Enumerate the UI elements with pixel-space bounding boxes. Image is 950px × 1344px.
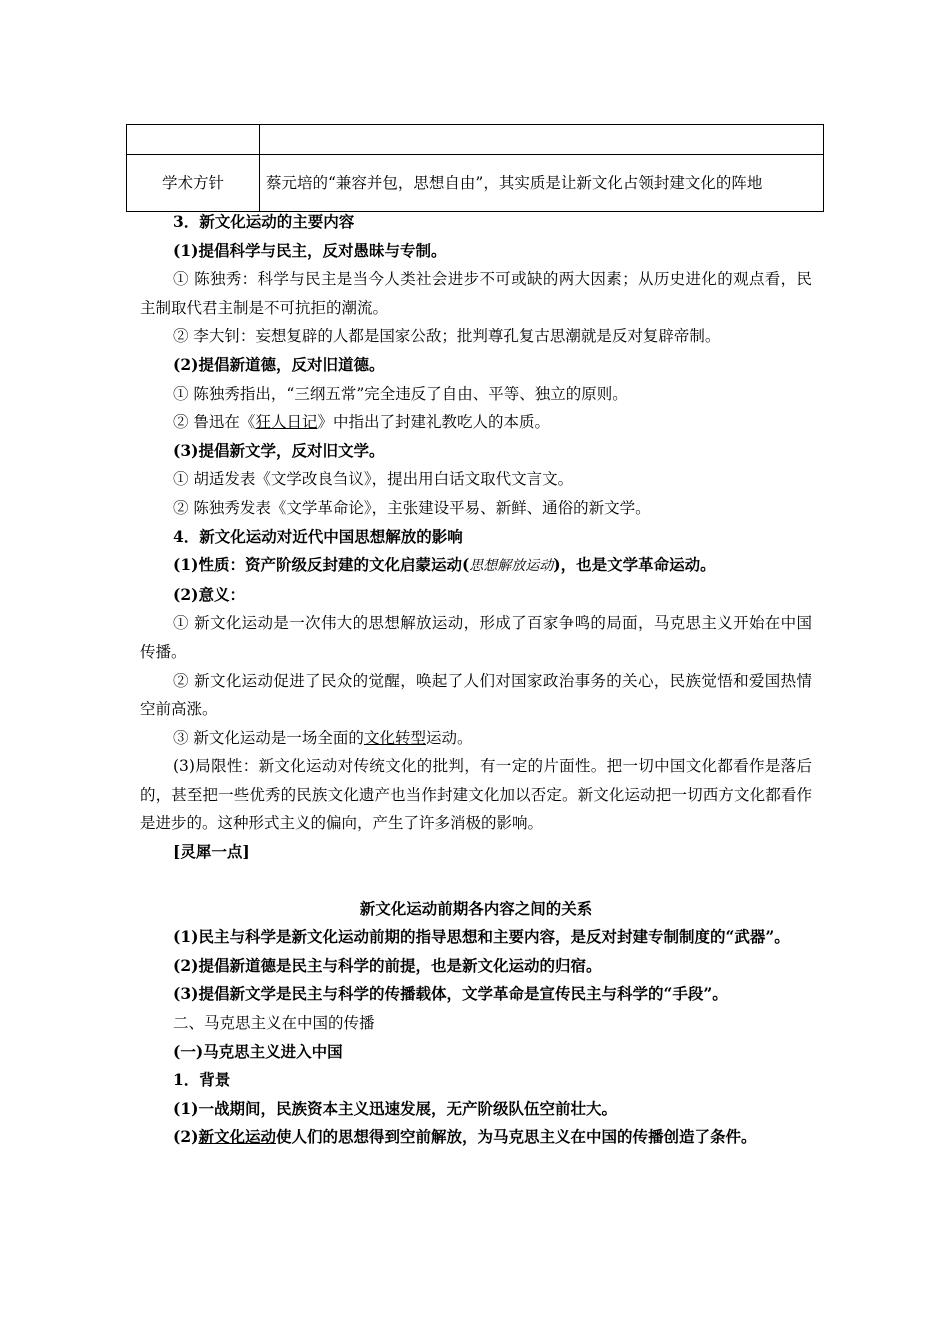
- text: (2): [173, 1127, 199, 1147]
- text: 》中指出了封建礼教吃人的本质。: [317, 413, 550, 432]
- spacer: [140, 867, 812, 895]
- text: (1)性质：资产阶级反封建的文化启蒙运动(: [173, 555, 470, 575]
- summary-table: [126, 124, 824, 212]
- paragraph: [140, 724, 812, 753]
- paragraph: ② 陈独秀发表《文学革命论》，主张建设平易、新鲜、通俗的新文学。: [173, 498, 651, 517]
- underlined-text: 狂人日记: [255, 413, 318, 432]
- paragraph: ② 李大钊：妄想复辟的人都是国家公敌；批判尊孔复古思潮就是反对复辟帝制。: [173, 327, 721, 346]
- paragraph: (2)提倡新道德是民主与科学的前提，也是新文化运动的归宿。: [173, 955, 602, 975]
- document-body: [140, 208, 812, 1152]
- paragraph: (3)局限性：新文化运动对传统文化的批判，有一定的片面性。把一切中国文化都看作是落后的，甚至把一些优秀的民族文化遗产也当作封建文化加以否定。新文化运动把一切西方文化都看作是进步的。这种形式主义的偏向，产生了许多消极的影响。: [140, 757, 812, 833]
- paragraph: (3)提倡新文学是民主与科学的传播载体，文学革命是宣传民主与科学的“手段”。: [173, 984, 728, 1004]
- section-heading: 4．新文化运动对近代中国思想解放的影响: [173, 526, 463, 546]
- paragraph: (2)意义：: [173, 584, 245, 604]
- text: 使人们的思想得到空前解放，为马克思主义在中国的传播创造了条件。: [275, 1127, 757, 1147]
- paragraph: ① 胡适发表《文学改良刍议》，提出用白话文取代文言文。: [173, 470, 574, 489]
- text: 运动。: [425, 728, 473, 747]
- paragraph: ① 新文化运动是一次伟大的思想解放运动，形成了百家争鸣的局面，马克思主义开始在中国传播。: [140, 614, 812, 661]
- paragraph: (1)一战期间，民族资本主义迅速发展，无产阶级队伍空前壮大。: [173, 1098, 617, 1118]
- text: )，也是文学革命运动。: [553, 555, 716, 575]
- paragraph: ② 新文化运动促进了民众的觉醒，唤起了人们对国家政治事务的关心，民族觉悟和爱国热情空前高涨。: [140, 671, 812, 719]
- table-label-cell: 学术方针: [127, 155, 260, 212]
- table-value-cell: 蔡元培的“兼容并包，思想自由”，其实质是让新文化占领封建文化的阵地: [260, 155, 824, 212]
- section-heading: 3．新文化运动的主要内容: [173, 212, 355, 231]
- paragraph: [140, 551, 812, 581]
- paragraph: (1)提倡科学与民主，反对愚昧与专制。: [173, 240, 447, 260]
- underlined-text: 新文化运动: [198, 1127, 276, 1147]
- text: ③ 新文化运动是一场全面的: [173, 728, 364, 747]
- paragraph: [140, 1123, 812, 1152]
- tip-label: [灵犀一点]: [173, 842, 250, 862]
- table-cell: [260, 125, 824, 155]
- paragraph: (3)提倡新文学，反对旧文学。: [173, 440, 385, 460]
- text: ② 鲁迅在《: [173, 413, 256, 432]
- italic-text: 思想解放运动: [469, 558, 554, 575]
- table-row: [127, 125, 824, 155]
- underlined-text: 文化转型: [363, 728, 426, 747]
- paragraph: ① 陈独秀：科学与民主是当今人类社会进步不可或缺的两大因素；从历史进化的观点看，民主制取代君主制是不可抗拒的潮流。: [140, 270, 812, 317]
- table-row: [127, 155, 824, 212]
- table-cell: [127, 125, 260, 155]
- paragraph: ① 陈独秀指出，“三纲五常”完全违反了自由、平等、独立的原则。: [173, 384, 628, 403]
- paragraph: [140, 408, 812, 437]
- section-heading: 二、马克思主义在中国的传播: [173, 1014, 375, 1033]
- paragraph: (2)提倡新道德，反对旧道德。: [173, 354, 385, 374]
- paragraph: (1)民主与科学是新文化运动前期的指导思想和主要内容，是反对封建专制制度的“武器”。: [173, 927, 790, 947]
- subsection-heading: 1．背景: [173, 1070, 231, 1090]
- subsection-heading: (一)马克思主义进入中国: [173, 1041, 343, 1061]
- tip-title: 新文化运动前期各内容之间的关系: [359, 898, 593, 918]
